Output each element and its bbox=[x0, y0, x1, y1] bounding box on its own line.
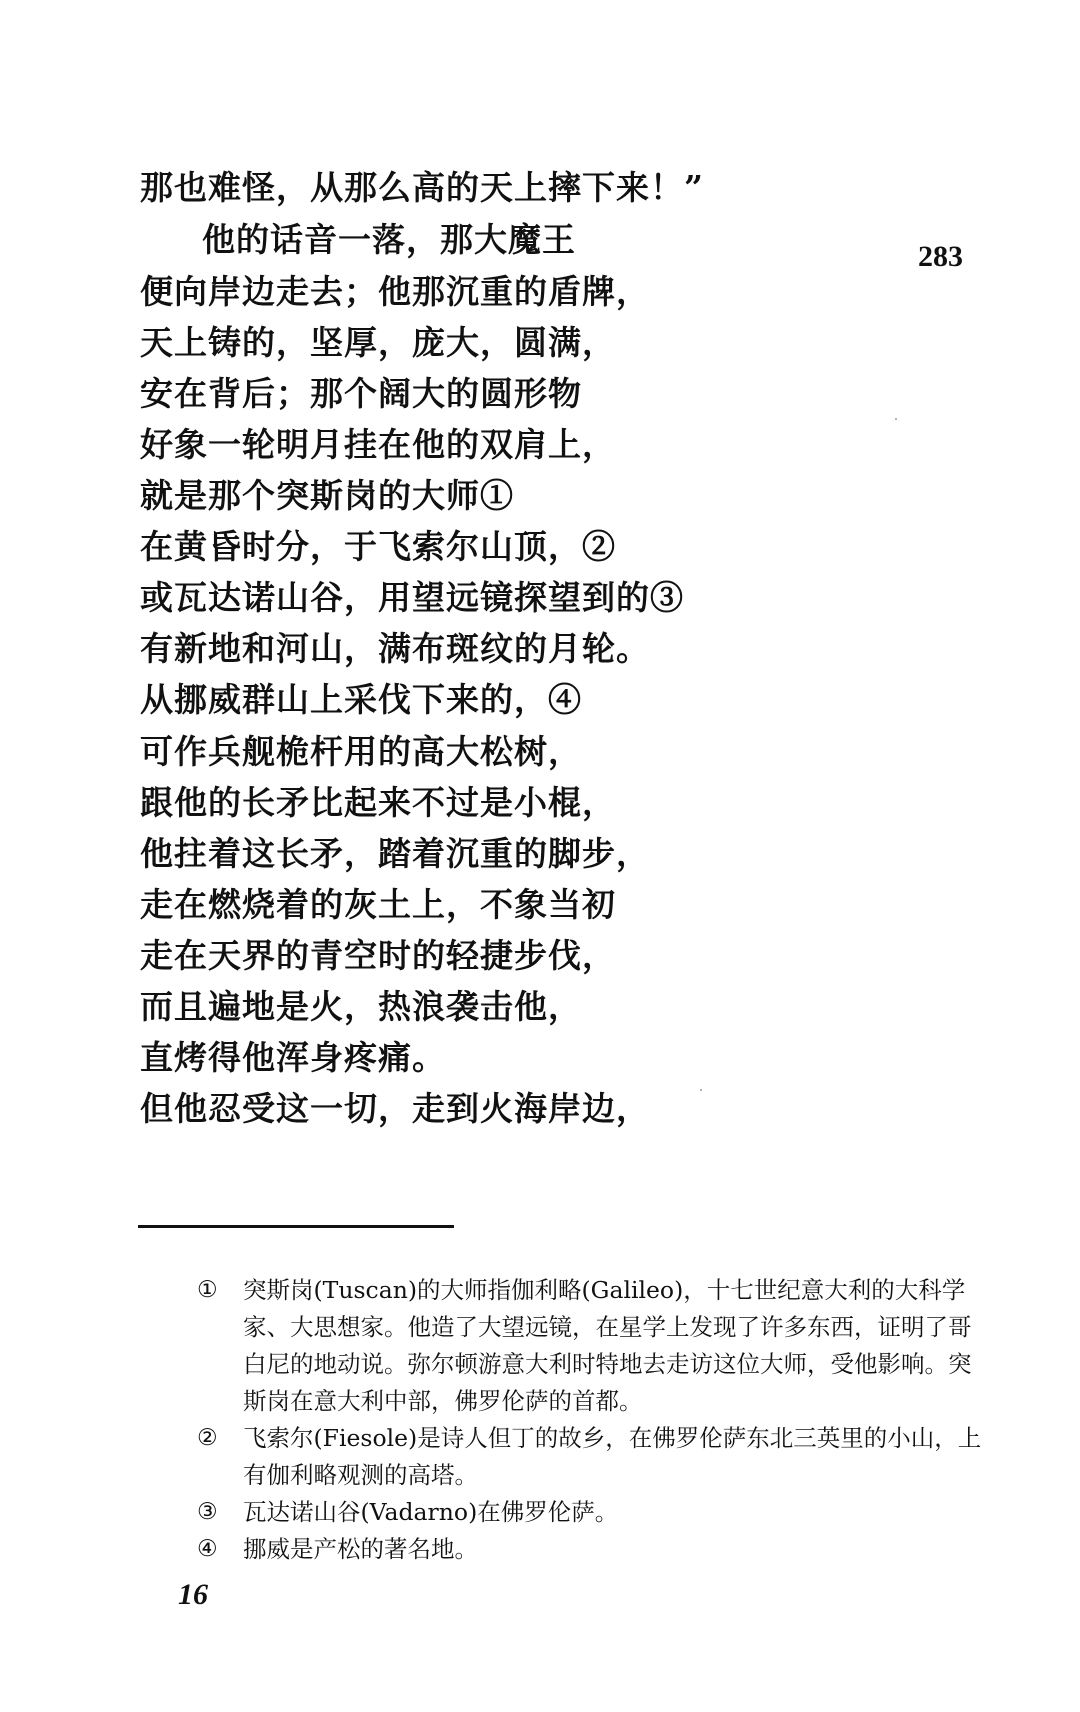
footnote-text-4: 挪威是产松的著名地。 bbox=[243, 1535, 478, 1563]
poem-line-13: 跟他的长矛比起来不过是小棍， bbox=[140, 783, 616, 822]
footnote-marker-2: ② bbox=[197, 1425, 218, 1451]
poem-line-3: 便向岸边走去；他那沉重的盾牌， bbox=[140, 272, 650, 311]
poem-line-19: 但他忍受这一切，走到火海岸边， bbox=[140, 1089, 650, 1128]
poem-line-11: 从挪威群山上采伐下来的，④ bbox=[140, 680, 582, 719]
scan-speck bbox=[895, 418, 897, 420]
poem-line-4: 天上铸的，坚厚，庞大，圆满， bbox=[140, 323, 616, 362]
poem-line-2: 他的话音一落，那大魔王 bbox=[202, 220, 576, 259]
poem-line-6: 好象一轮明月挂在他的双肩上， bbox=[140, 425, 616, 464]
footnote-marker-3: ③ bbox=[197, 1499, 218, 1525]
footnote-text-2: 飞索尔(Fiesole)是诗人但丁的故乡，在佛罗伦萨东北三英里的小山，上有伽利略观测的高塔。 bbox=[243, 1424, 982, 1489]
footnote-marker-4: ④ bbox=[197, 1536, 218, 1562]
poem-line-10: 有新地和河山，满布斑纹的月轮。 bbox=[140, 629, 650, 668]
poem-line-9: 或瓦达诺山谷，用望远镜探望到的③ bbox=[140, 578, 684, 617]
poem-line-14: 他拄着这长矛，踏着沉重的脚步， bbox=[140, 834, 650, 873]
poem-line-18: 直烤得他浑身疼痛。 bbox=[140, 1038, 446, 1077]
poem-line-15: 走在燃烧着的灰土上，不象当初 bbox=[140, 885, 616, 924]
footnote-marker-1: ① bbox=[197, 1277, 218, 1303]
poem-line-1: 那也难怪，从那么高的天上摔下来！” bbox=[140, 168, 704, 207]
footnote-rule bbox=[138, 1225, 454, 1228]
footnote-text-3: 瓦达诺山谷(Vadarno)在佛罗伦萨。 bbox=[243, 1498, 619, 1526]
poem-line-17: 而且遍地是火，热浪袭击他， bbox=[140, 987, 582, 1026]
scan-speck bbox=[700, 1089, 702, 1091]
poem-line-16: 走在天界的青空时的轻捷步伐， bbox=[140, 936, 616, 975]
poem-line-7: 就是那个突斯岗的大师① bbox=[140, 476, 514, 515]
page-number: 16 bbox=[178, 1578, 208, 1611]
poem-line-12: 可作兵舰桅杆用的高大松树， bbox=[140, 732, 582, 771]
poem-line-8: 在黄昏时分，于飞索尔山顶，② bbox=[140, 527, 616, 566]
poem-line-5: 安在背后；那个阔大的圆形物 bbox=[140, 374, 582, 413]
line-number: 283 bbox=[918, 240, 963, 273]
footnote-text-1: 突斯岗(Tuscan)的大师指伽利略(Galileo)，十七世纪意大利的大科学家、大思想家。他造了大望远镜，在星学上发现了许多东西，证明了哥白尼的地动说。弥尔顿游意大利时特地去走访这位大师，受他影响。突斯岗在意大利中部，佛罗伦萨的首都。 bbox=[243, 1276, 972, 1415]
